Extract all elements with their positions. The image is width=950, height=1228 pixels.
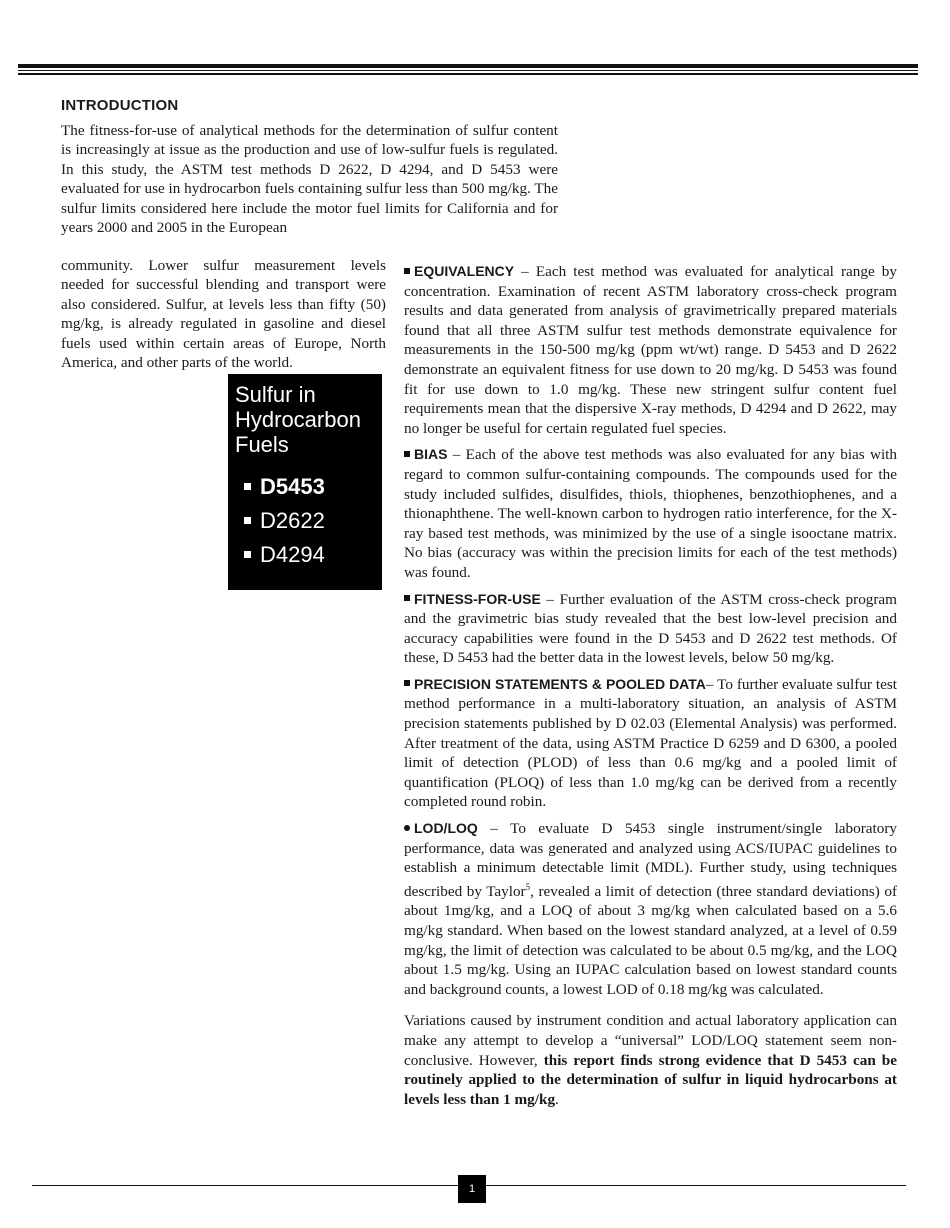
square-bullet-icon — [404, 268, 410, 274]
square-bullet-icon — [244, 551, 251, 558]
intro-paragraph-full: The fitness-for-use of analytical methods for the determination of sulfur content is increasingly at issue as the production and use of low-sulfur fuels is regulated. In this study, the ASTM test methods D 2622, D 4294, and D 5453 were evaluated for use in hydrocarbon fuels containing sulfur less than 500 mg/kg. The sulfur limits considered here include the motor fuel limits for California and for years 2000 and 2005 in the European — [61, 122, 558, 237]
top-rule-thin-lower — [18, 73, 918, 75]
fitness-paragraph: FITNESS-FOR-USE – Further evaluation of the ASTM cross-check program and the gravimetric bias study revealed that the best low-level precision and accuracy capabilities were found in the D 5453 and D 2622 test methods. Of these, D 5453 had the better data in the lowest levels, below 50 mg/kg. — [404, 590, 897, 667]
bias-label: BIAS — [414, 446, 448, 463]
bias-paragraph: BIAS – Each of the above test methods was also evaluated for any bias with regard to common sulfur-containing compounds. The compounds used for the study included sulfides, disulfides, thiols, thiophenes, benzothiophenes, and a thionaphthene. The well-known carbon to hydrogen ratio interference, for the X-ray based test methods, was minimized by the use of a single isooctane matrix. No bias (accuracy was within the precision limits for each of the test methods) was found. — [404, 446, 897, 581]
footer-rule-left — [32, 1185, 458, 1186]
equivalency-label: EQUIVALENCY — [414, 263, 515, 279]
sidebar-title: Sulfur in Hydrocarbon Fuels — [235, 382, 361, 457]
findings-column — [404, 262, 897, 1116]
page-number: 1 — [458, 1175, 486, 1203]
section-heading: INTRODUCTION — [61, 97, 179, 114]
equivalency-paragraph: EQUIVALENCY – Each test method was evaluated for analytical range by concentration. Examination of recent ASTM laboratory cross-check program results and data generated from analysis of gravimetrically prepared materials found that all three ASTM sulfur test methods demonstrate equivalence for measurements in the 150-500 mg/kg (ppm wt/wt) range. D 5453 and D 2622 demonstrate an equivalent fitness for use down to 20 mg/kg. D 5453 was found fit for use down to 1.0 mg/kg. These new stringent sulfur content fuel requirements mean that the dispersive X-ray methods, D 4294 and D 2622, may no longer be useful for certain regulated fuel species. — [404, 263, 897, 437]
footer-rule-right — [486, 1185, 906, 1186]
sidebar-item: D2622 — [244, 504, 325, 538]
conclusion-paragraph: Variations caused by instrument condition and actual laboratory application can make any attempt to develop a “universal” LOD/LOQ statement seem non-conclusive. However, this report finds strong evidence that D 5453 can be routinely applied to the determination of sulfur in liquid hydrocarbons at levels less than 1 mg/kg. — [404, 1012, 897, 1108]
sidebar-callout — [228, 374, 382, 590]
conclusion-emphasis: this report finds strong evidence that D 5453 can be routinely applied to the determination of sulfur in liquid hydrocarbons at levels less than 1 mg/kg — [404, 1051, 897, 1108]
sidebar-item: D5453 — [244, 470, 325, 504]
lodloq-paragraph: LOD/LOQ – To evaluate D 5453 single instrument/single laboratory performance, data was generated and analyzed using ACS/IUPAC guidelines to establish a minimum detectable limit (MDL). Further study, using techniques described by Taylor$^5$, revealed a limit of detection (three standard deviations) of about 1mg/kg, and a LOQ of about 3 mg/kg when calculated based on a 5.6 mg/kg standard. When based on the lowest standard analyzed, at a level of 0.59 mg/kg, the limit of detection was calculated to be about 0.5 mg/kg, and the LOQ about 1.5 mg/kg. Using an IUPAC calculation based on lowest standard counts and background counts, a lowest LOD of 0.18 mg/kg was calculated. — [404, 820, 898, 998]
square-bullet-icon — [244, 517, 251, 524]
dot-bullet-icon — [404, 825, 410, 831]
top-rule — [18, 64, 918, 68]
precision-label: PRECISION STATEMENTS & POOLED DATA — [414, 675, 706, 692]
lodloq-label: LOD/LOQ — [414, 820, 478, 837]
top-rule-thin — [18, 70, 918, 71]
square-bullet-icon — [404, 451, 410, 457]
sidebar-item: D4294 — [244, 538, 325, 572]
square-bullet-icon — [404, 680, 410, 686]
fitness-label: FITNESS-FOR-USE — [414, 590, 541, 607]
sidebar-method-list — [244, 470, 325, 572]
intro-paragraph-narrow: community. Lower sulfur measurement levels needed for successful blending and transport were also considered. Sulfur, at levels less than fifty (50) mg/kg, is already regulated in gasoline and diesel fuels used within certain areas of Europe, North America, and other parts of the world. — [61, 257, 386, 372]
square-bullet-icon — [244, 483, 251, 490]
precision-paragraph: PRECISION STATEMENTS & POOLED DATA– To further evaluate sulfur test method performance in a multi-laboratory situation, an analysis of ASTM precision statements published by D 02.03 (Elemental Analysis) was performed. After treatment of the data, using ASTM Practice D 6259 and D 6300, a pooled limit of detection (PLOD) of less than 0.6 mg/kg and a pooled limit of quantification (PLOQ) of less than 1.0 mg/kg can be derived from a recently completed round robin. — [404, 675, 897, 811]
square-bullet-icon — [404, 595, 410, 601]
